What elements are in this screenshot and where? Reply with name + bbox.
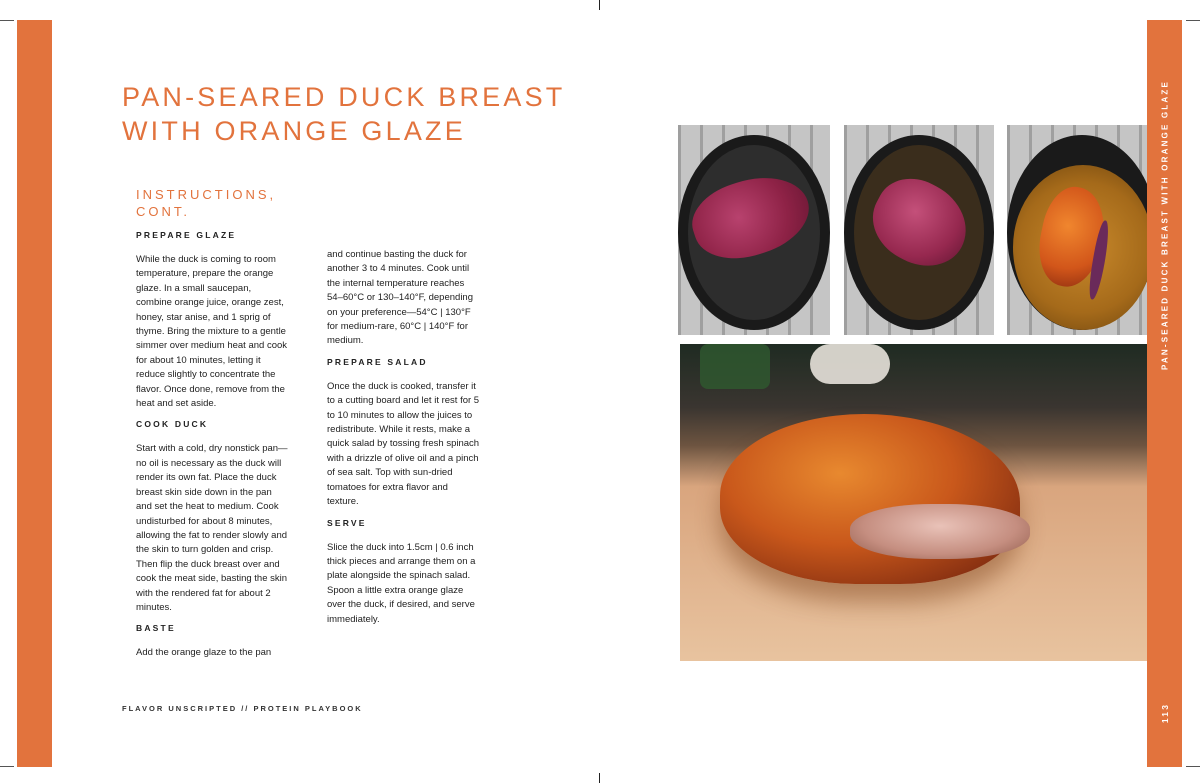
side-tab-title: PAN-SEARED DUCK BREAST WITH ORANGE GLAZE <box>1160 79 1169 371</box>
step-text-baste-start: Add the orange glaze to the pan <box>136 647 272 659</box>
step-text-serve: Slice the duck into 1.5cm | 0.6 inch thick pieces and arrange them on a plate alongside the spinach salad. Spoon a little extra orange glaze over the duck, if desired, and serve immediately. <box>327 541 476 625</box>
left-accent-bar <box>17 20 52 767</box>
step-heading-prepare-glaze: PREPARE GLAZE <box>136 230 237 240</box>
photo-duck-searing <box>844 125 994 335</box>
photo-duck-glazed-in-pan <box>1007 125 1147 335</box>
step-text-baste-cont: and continue basting the duck for another 3 to 4 minutes. Cook until the internal temperature reaches 54–60°C or 130–140°F, depending on your preference—54°C | 130°F for medium-rare, 60°C | 140°F for medium. <box>327 249 473 347</box>
section-heading <box>136 186 336 220</box>
crop-mark <box>0 20 14 21</box>
spine-mark-bottom <box>599 773 600 783</box>
spine-mark-top <box>599 0 600 10</box>
step-heading-serve: SERVE <box>327 517 367 528</box>
photo-raw-duck-in-pan <box>678 125 830 335</box>
page-number: 113 <box>1159 702 1170 724</box>
step-heading-cook-duck: COOK DUCK <box>136 419 209 430</box>
crop-mark <box>1186 20 1200 21</box>
text-column-left <box>136 230 289 669</box>
step-heading-prepare-salad: PREPARE SALAD <box>327 356 428 367</box>
crop-mark <box>0 766 14 767</box>
text-column-right <box>327 230 480 635</box>
section-heading-line2: CONT. <box>136 204 190 219</box>
step-text-cook-duck: Start with a cold, dry nonstick pan—no oil is necessary as the duck will render its own fat. Place the duck breast skin side down in the pan and set the heat to medium. Cook undisturbed for about 8 minutes, allowing the fat to render slowly and the skin to turn golden and crisp. Then flip the duck breast over and cook the meat side, basting the skin with the rendered fat for about 2 minutes. <box>136 443 288 613</box>
photo-roasted-duck-breast <box>680 344 1147 661</box>
step-heading-baste: BASTE <box>136 623 176 634</box>
crop-mark <box>1186 766 1200 767</box>
side-tab <box>1147 20 1182 767</box>
recipe-title-line2: WITH ORANGE GLAZE <box>122 116 466 146</box>
recipe-title <box>122 80 582 148</box>
section-heading-line1: INSTRUCTIONS, <box>136 187 277 202</box>
recipe-title-line1: PAN-SEARED DUCK BREAST <box>122 82 566 112</box>
step-text-prepare-glaze: While the duck is coming to room temperature, prepare the orange glaze. In a small saucepan, combine orange juice, orange zest, honey, star anise, and 1 sprig of thyme. Bring the mixture to a gentle simmer over medium heat and cook for about 10 minutes, letting it reduce slightly to concentrate the flavor. Once done, remove from the heat and set aside. <box>136 254 288 410</box>
step-text-prepare-salad: Once the duck is cooked, transfer it to a cutting board and let it rest for 5 to 10 minutes to allow the juices to redistribute. While it rests, make a quick salad by tossing fresh spinach with a drizzle of olive oil and a pinch of sea salt. Top with sun-dried tomatoes for extra flavor and texture. <box>327 380 480 508</box>
page-footer: FLAVOR UNSCRIPTED // PROTEIN PLAYBOOK <box>122 704 363 713</box>
